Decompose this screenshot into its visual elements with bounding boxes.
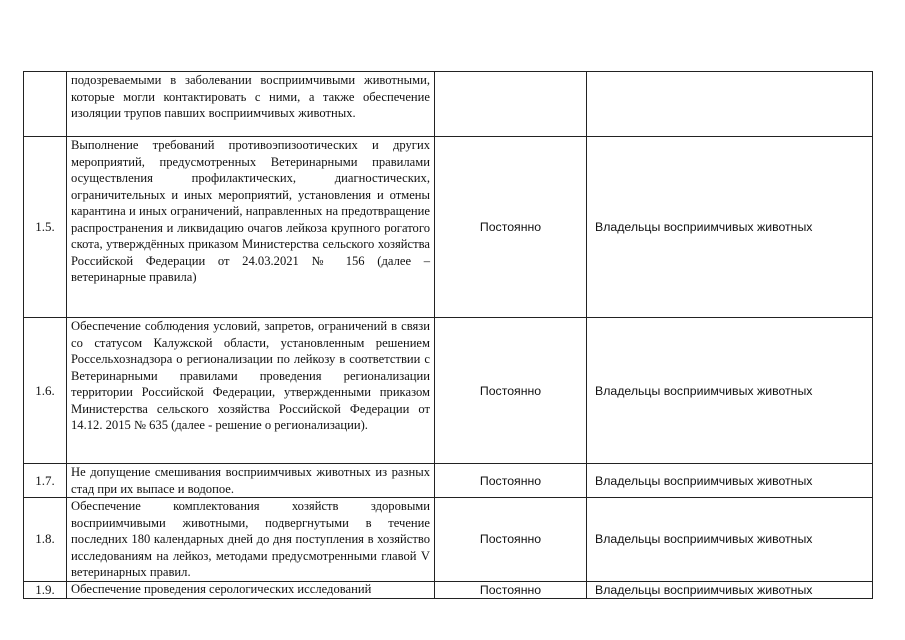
table-row	[24, 498, 873, 582]
row-number: 1.5.	[24, 137, 67, 318]
term-cell: Постоянно	[435, 318, 587, 464]
action-text-content: Не допущение смешивания восприимчивых животных из разных стад при их выпасе и водопое.	[71, 465, 430, 496]
responsible-cell: Владельцы восприимчивых животных	[587, 464, 873, 498]
responsible-cell	[587, 72, 873, 137]
row-number	[24, 72, 67, 137]
table-row	[24, 464, 873, 498]
measures-table	[23, 71, 873, 599]
table-row	[24, 137, 873, 318]
row-number: 1.9.	[24, 581, 67, 598]
row-number: 1.8.	[24, 498, 67, 582]
action-text	[67, 318, 435, 464]
action-text-content: Обеспечение комплектования хозяйств здоровыми восприимчивыми животными, подвергнутыми в течение последних 180 календарных дней до дня поступления в хозяйство исследованиям на лейкоз, методами предусмотренными главой V ветеринарных правил.	[71, 499, 430, 579]
action-text-content: Выполнение требований противоэпизоотических и других мероприятий, предусмотренных Ветеринарными правилами осуществления профилактических, диагностических, ограничительных и иных мероприятий, установления и отмены карантина и иных ограничений, направленных на предотвращение распространения и ликвидацию очагов лейкоза крупного рогатого скота, утверждённых приказом Министерства сельского хозяйства Российской Федерации от 24.03.2021 № 156 (далее – ветеринарные правила)	[71, 138, 430, 284]
term-cell: Постоянно	[435, 464, 587, 498]
action-text	[67, 581, 435, 598]
term-cell: Постоянно	[435, 498, 587, 582]
term-cell	[435, 72, 587, 137]
row-number: 1.6.	[24, 318, 67, 464]
action-text-content: Обеспечение проведения серологических исследований	[71, 581, 372, 596]
responsible-cell: Владельцы восприимчивых животных	[587, 318, 873, 464]
action-text	[67, 464, 435, 498]
table-row	[24, 72, 873, 137]
action-text	[67, 137, 435, 318]
responsible-cell: Владельцы восприимчивых животных	[587, 137, 873, 318]
action-text	[67, 498, 435, 582]
term-cell: Постоянно	[435, 137, 587, 318]
table-row	[24, 581, 873, 598]
responsible-cell: Владельцы восприимчивых животных	[587, 498, 873, 582]
responsible-cell: Владельцы восприимчивых животных	[587, 581, 873, 598]
term-cell: Постоянно	[435, 581, 587, 598]
table-row	[24, 318, 873, 464]
row-number: 1.7.	[24, 464, 67, 498]
action-text-content: подозреваемыми в заболевании восприимчивыми животными, которые могли контактировать с ними, а также обеспечение изоляции трупов павших восприимчивых животных.	[71, 73, 430, 120]
action-text-content: Обеспечение соблюдения условий, запретов, ограничений в связи со статусом Калужской области, установленным решением Россельхознадзора о регионализации по лейкозу в соответствии с Ветеринарными правилами проведения регионализации территории Российской Федерации, утвержденными приказом Министерства сельского хозяйства Российской Федерации от 14.12. 2015 № 635 (далее - решение о регионализации).	[71, 319, 430, 432]
action-text	[67, 72, 435, 137]
